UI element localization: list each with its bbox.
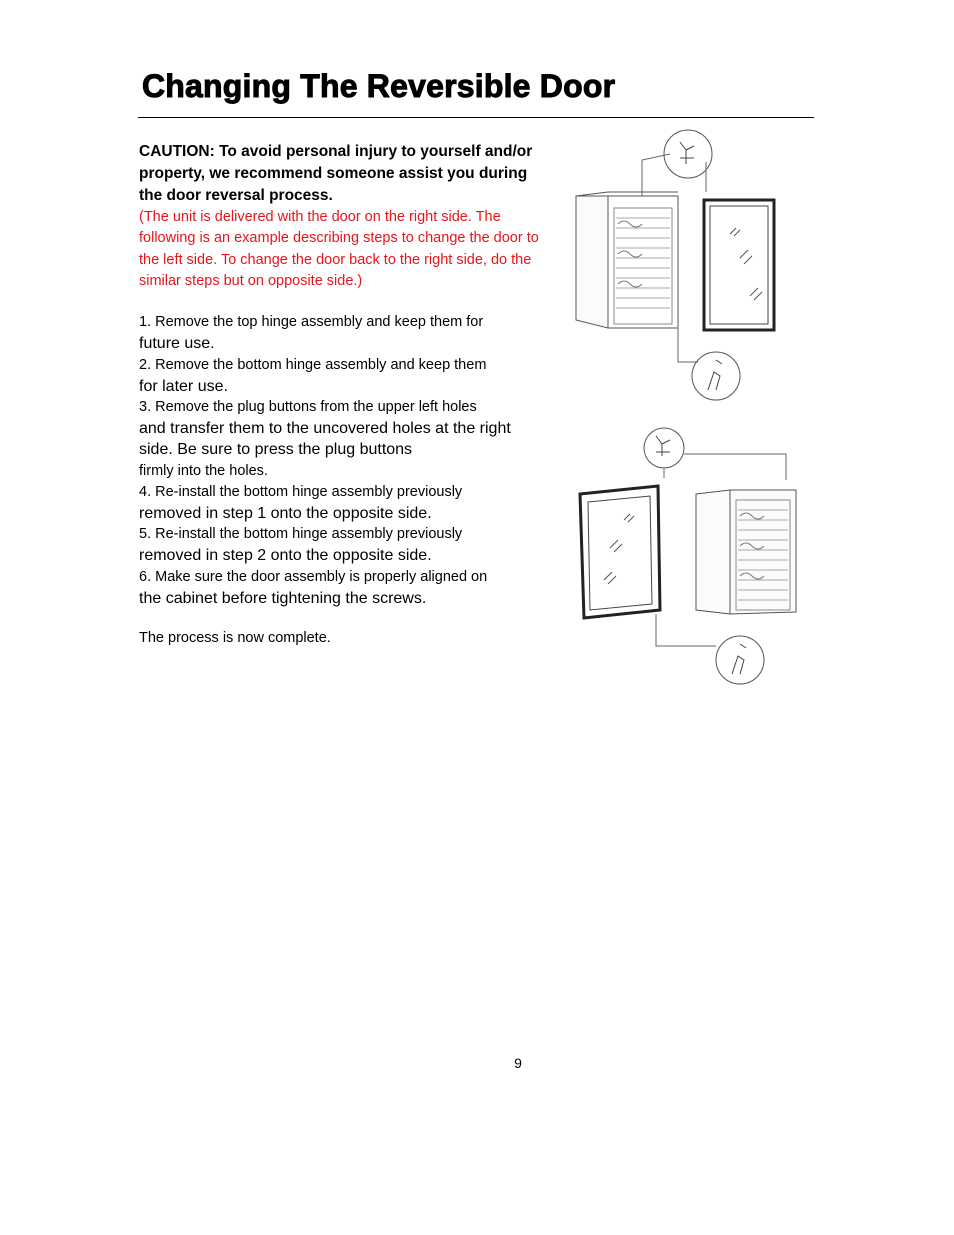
step-3-line-b: and transfer them to the uncovered holes at the right side. Be sure to press the plug buttons: [139, 420, 511, 459]
cabinet: [696, 490, 796, 614]
complete-text: The process is now complete.: [139, 630, 331, 647]
instructions-column: [139, 141, 544, 661]
step-3-line-c: firmly into the holes.: [139, 462, 268, 479]
step-3-line-a: 3. Remove the plug buttons from the upper left holes: [139, 399, 477, 415]
bottom-hinge-icon: [708, 360, 722, 390]
step-6-line-b: the cabinet before tightening the screws.: [139, 589, 427, 607]
step-1-line-b: future use.: [139, 335, 215, 353]
step-2-line-a: 2. Remove the bottom hinge assembly and keep them: [139, 356, 487, 373]
step-4-line-a: 4. Re-install the bottom hinge assembly previously: [139, 483, 463, 500]
top-hinge-icon: [680, 142, 694, 164]
note-text: (The unit is delivered with the door on the right side. The following is an example describing steps to change the door to the left side. To change the door back to the right side, do the similar steps but on opposite side.): [139, 209, 539, 289]
top-hinge-detail-circle: [644, 428, 684, 468]
step-1-line-a: 1. Remove the top hinge assembly and keep them for: [139, 314, 484, 331]
door-panel: [580, 486, 660, 618]
door-panel: [704, 200, 774, 330]
step-6-line-a: 6. Make sure the door assembly is properly aligned on: [139, 568, 488, 585]
step-2-line-b: for later use.: [139, 377, 228, 395]
step-5-line-b: removed in step 2 onto the opposite side.: [139, 547, 432, 565]
top-hinge-icon: [656, 436, 670, 456]
top-hinge-detail-circle: [664, 130, 712, 178]
steps-list: [139, 312, 544, 609]
figure-door-left: [560, 424, 802, 688]
title-rule: [138, 117, 814, 118]
figure-door-right: [558, 128, 800, 406]
page-title: Changing The Reversible Door: [142, 68, 616, 104]
bottom-hinge-icon: [732, 644, 746, 674]
step-5-line-a: 5. Re-install the bottom hinge assembly previously: [139, 526, 463, 543]
step-4-line-b: removed in step 1 onto the opposite side.: [139, 505, 432, 523]
cabinet: [576, 192, 678, 328]
caution-text: CAUTION: To avoid personal injury to yourself and/or property, we recommend someone assist you during the door reversal process.: [139, 143, 533, 204]
bottom-hinge-detail-circle: [716, 636, 764, 684]
page-number: 9: [514, 1055, 522, 1071]
bottom-hinge-detail-circle: [692, 352, 740, 400]
